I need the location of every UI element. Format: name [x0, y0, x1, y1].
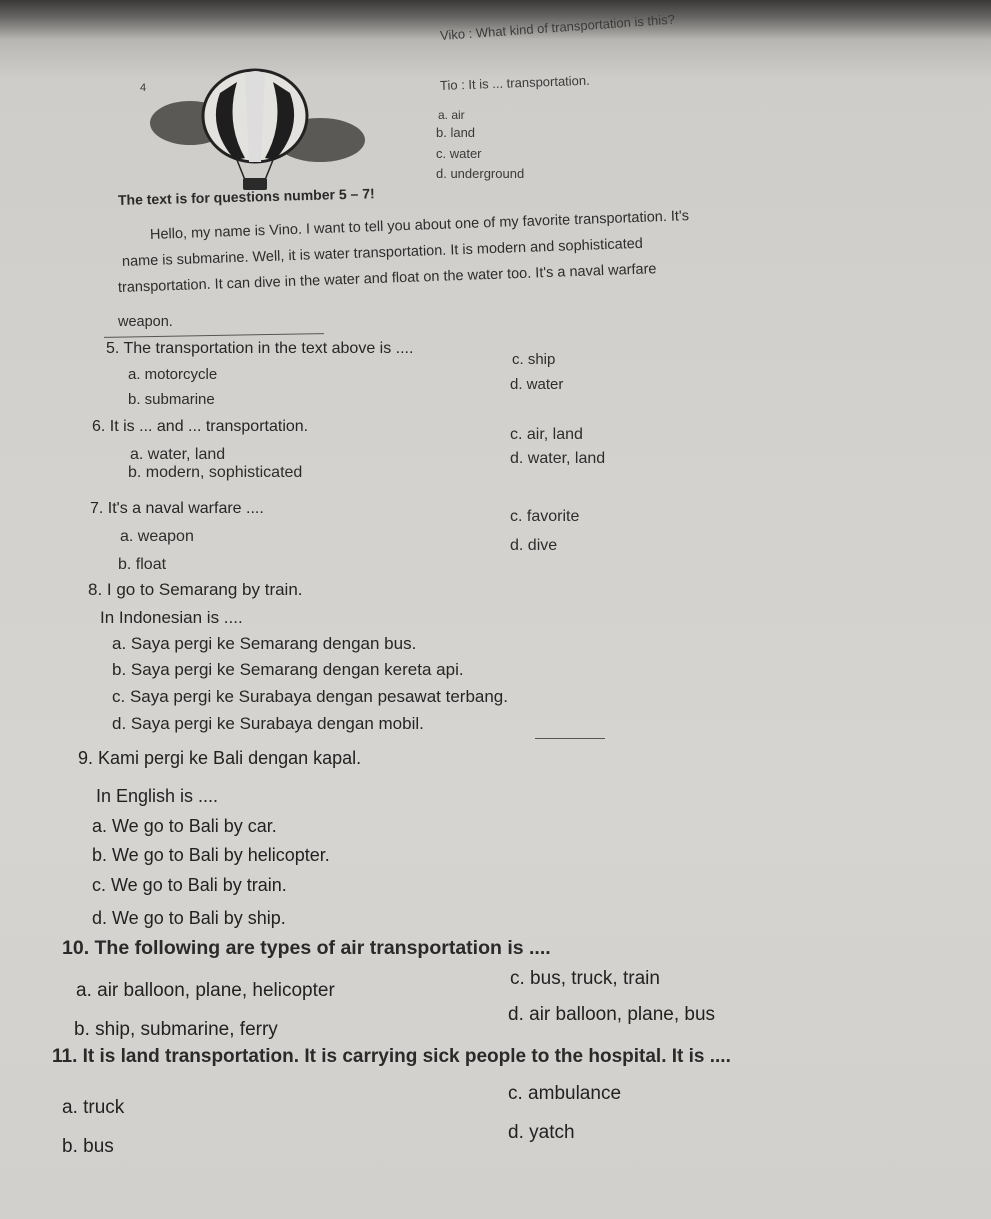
- q8-option-c: c. Saya pergi ke Surabaya dengan pesawat terbang.: [112, 687, 508, 706]
- q11-stem: 11. It is land transportation. It is carrying sick people to the hospital. It is ....: [52, 1046, 731, 1067]
- q5-option-a: a. motorcycle: [128, 366, 218, 383]
- option-b: b. land: [436, 125, 476, 140]
- q9-option-a: a. We go to Bali by car.: [92, 816, 277, 836]
- dialogue-line-viko: Viko : What kind of transportation is this?: [439, 11, 676, 43]
- q8-underline: [535, 738, 605, 739]
- q8-option-a: a. Saya pergi ke Semarang dengan bus.: [112, 634, 417, 653]
- q5-stem: 5. The transportation in the text above is ....: [106, 340, 414, 357]
- q6-stem: 6. It is ... and ... transportation.: [92, 418, 309, 435]
- dialogue-line-tio: Tio : It is ... transportation.: [439, 72, 590, 93]
- q6-option-b: b. modern, sophisticated: [128, 464, 303, 481]
- hot-air-balloon-image: [145, 68, 375, 198]
- text-line-3: transportation. It can dive in the water and float on the water too. It's a naval warfare: [117, 261, 657, 296]
- q8-subtext: In Indonesian is ....: [100, 608, 243, 627]
- q9-subtext: In English is ....: [96, 786, 219, 806]
- q9-option-c: c. We go to Bali by train.: [92, 875, 287, 895]
- q9-stem: 9. Kami pergi ke Bali dengan kapal.: [78, 748, 362, 768]
- q10-option-c: c. bus, truck, train: [510, 968, 660, 989]
- option-d: d. underground: [436, 166, 525, 181]
- q9-option-d: d. We go to Bali by ship.: [92, 908, 286, 928]
- q10-option-d: d. air balloon, plane, bus: [508, 1004, 716, 1025]
- q5-option-c: c. ship: [512, 351, 556, 368]
- question-number: 4: [140, 82, 147, 94]
- q8-option-d: d. Saya pergi ke Surabaya dengan mobil.: [112, 714, 424, 733]
- q7-option-b: b. float: [118, 556, 167, 573]
- q11-option-a: a. truck: [62, 1097, 125, 1118]
- q7-option-d: d. dive: [510, 537, 558, 554]
- q10-stem: 10. The following are types of air transportation is ....: [62, 937, 551, 959]
- q9-option-b: b. We go to Bali by helicopter.: [92, 845, 330, 865]
- q11-option-b: b. bus: [62, 1136, 114, 1157]
- q6-option-c: c. air, land: [510, 426, 583, 443]
- q10-option-a: a. air balloon, plane, helicopter: [76, 980, 335, 1001]
- option-c: c. water: [436, 146, 482, 161]
- q11-option-d: d. yatch: [508, 1122, 575, 1143]
- q7-option-a: a. weapon: [120, 528, 194, 545]
- q10-option-b: b. ship, submarine, ferry: [74, 1019, 278, 1040]
- q11-option-c: c. ambulance: [508, 1083, 622, 1104]
- q7-stem: 7. It's a naval warfare ....: [90, 500, 264, 517]
- q6-option-a: a. water, land: [130, 446, 226, 463]
- q6-option-d: d. water, land: [510, 450, 606, 467]
- section-heading: The text is for questions number 5 – 7!: [117, 185, 375, 208]
- text-line-2: name is submarine. Well, it is water transportation. It is modern and sophisticated: [121, 235, 644, 270]
- q7-option-c: c. favorite: [510, 508, 580, 525]
- option-a: a. air: [438, 108, 465, 122]
- q8-option-b: b. Saya pergi ke Semarang dengan kereta api.: [112, 660, 464, 679]
- text-underline: [104, 333, 324, 338]
- q5-option-d: d. water: [510, 376, 564, 393]
- text-line-4: weapon.: [118, 314, 173, 330]
- text-line-1: Hello, my name is Vino. I want to tell you about one of my favorite transportation. It's: [149, 208, 690, 243]
- q5-option-b: b. submarine: [128, 391, 215, 408]
- q8-stem: 8. I go to Semarang by train.: [88, 580, 303, 599]
